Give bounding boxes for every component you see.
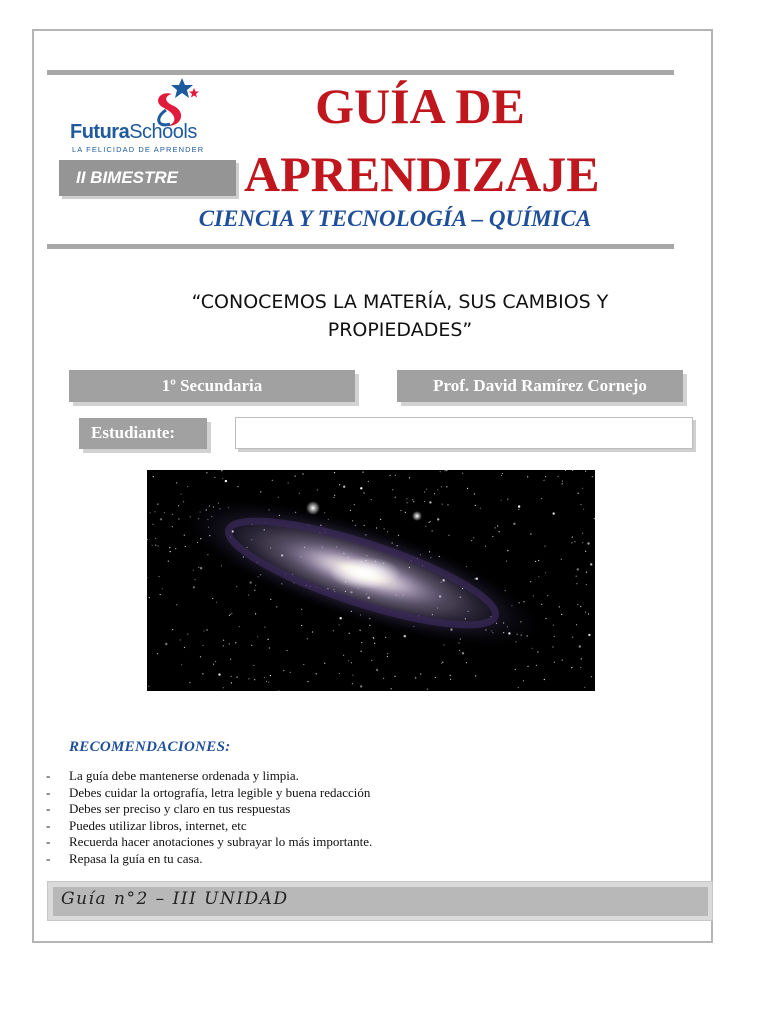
footer-banner-inner	[53, 887, 708, 916]
list-item	[46, 768, 372, 785]
brand-name	[70, 121, 197, 144]
grade-box: 1º Secundaria	[69, 370, 355, 402]
list-item-text: Puedes utilizar libros, internet, etc	[69, 817, 247, 833]
bimestre-badge: II BIMESTRE	[59, 160, 236, 196]
topic-quote-line-1: “CONOCEMOS LA MATERÍA, SUS CAMBIOS Y	[191, 291, 609, 313]
student-label: Estudiante:	[79, 418, 207, 449]
topic-quote	[100, 288, 700, 344]
list-item	[46, 801, 372, 818]
brand-name-bold: Futura	[70, 121, 130, 143]
list-item	[46, 818, 372, 835]
list-bullet: -	[46, 784, 51, 800]
list-item	[46, 785, 372, 802]
galaxy-image	[147, 470, 595, 691]
subject-title: CIENCIA Y TECNOLOGÍA – QUÍMICA	[198, 206, 592, 231]
title-line-2: APRENDIZAJE	[244, 146, 600, 202]
recommendations-title: RECOMENDACIONES:	[69, 739, 231, 755]
list-item-text: Repasa la guía en tu casa.	[69, 850, 203, 866]
recommendations-list	[46, 768, 372, 867]
list-bullet: -	[46, 768, 51, 783]
list-item-text: Debes cuidar la ortografía, letra legible y buena redacción	[69, 784, 371, 800]
teacher-box: Prof. David Ramírez Cornejo	[397, 370, 683, 402]
list-bullet: -	[46, 817, 51, 833]
header-bottom-rule	[47, 244, 674, 249]
topic-quote-line-2: PROPIEDADES”	[327, 319, 473, 341]
title-line-1: GUÍA DE	[315, 78, 525, 134]
list-bullet: -	[46, 801, 51, 816]
footer-banner	[47, 881, 713, 921]
list-item	[46, 834, 372, 851]
list-item-text: La guía debe mantenerse ordenada y limpia.	[69, 768, 299, 783]
student-name-field[interactable]	[235, 417, 693, 449]
footer-guide-number: Guía n°2 – III UNIDAD	[61, 889, 289, 909]
list-item	[46, 851, 372, 868]
list-item-text: Debes ser preciso y claro en tus respuestas	[69, 801, 291, 816]
list-bullet: -	[46, 834, 51, 849]
list-bullet: -	[46, 850, 51, 866]
list-item-text: Recuerda hacer anotaciones y subrayar lo más importante.	[69, 834, 373, 849]
brand-name-light: Schools	[129, 121, 197, 143]
brand-tagline: LA FELICIDAD DE APRENDER	[72, 145, 205, 154]
